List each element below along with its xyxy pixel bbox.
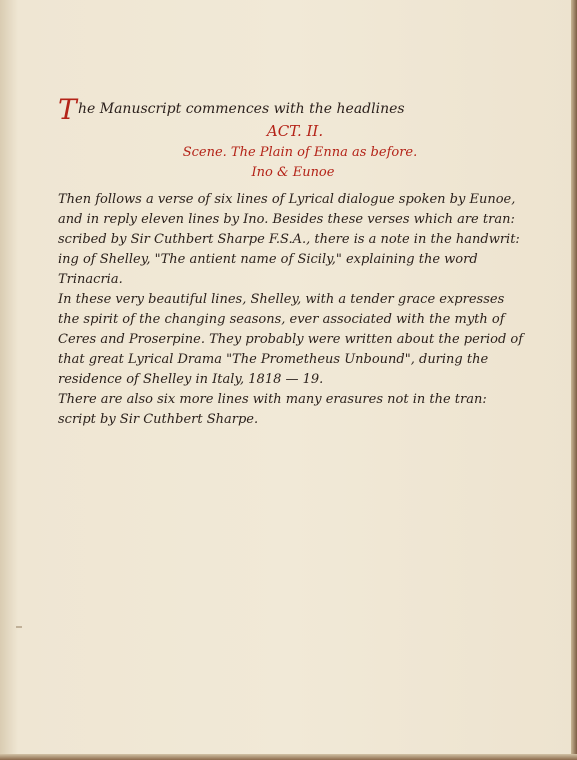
scene-heading: Scene. The Plain of Enna as before. bbox=[182, 145, 418, 160]
paragraph-1-line-5: Trinacria. bbox=[58, 272, 123, 287]
paragraph-3-line-2: script by Sir Cuthbert Sharpe. bbox=[58, 412, 259, 427]
page-mark bbox=[16, 626, 22, 628]
paragraph-1-line-2: and in reply eleven lines by Ino. Besides these verses which are tran: bbox=[58, 212, 515, 227]
paragraph-2-line-4: that great Lyrical Drama "The Prometheus Unbound", during the bbox=[58, 352, 489, 367]
dropcap-letter: T bbox=[58, 93, 77, 126]
paragraph-2-line-1: In these very beautiful lines, Shelley, with a tender grace expresses bbox=[58, 292, 505, 307]
intro-line: he Manuscript commences with the headlines bbox=[78, 101, 405, 117]
page-right-edge bbox=[571, 0, 577, 760]
body-text bbox=[58, 190, 526, 430]
paragraph-2-line-2: the spirit of the changing seasons, ever associated with the myth of bbox=[58, 312, 505, 327]
manuscript-content bbox=[58, 92, 526, 430]
paragraph-2-line-5: residence of Shelley in Italy, 1818 — 19. bbox=[58, 372, 324, 387]
act-heading: ACT. II. bbox=[266, 122, 324, 140]
persons-heading: Ino & Eunoe bbox=[251, 165, 335, 180]
paragraph-1-line-3: scribed by Sir Cuthbert Sharpe F.S.A., there is a note in the handwrit: bbox=[58, 232, 520, 247]
headline-row bbox=[58, 92, 526, 126]
page-bottom-edge bbox=[0, 754, 577, 760]
paragraph-1-line-4: ing of Shelley, "The antient name of Sicily," explaining the word bbox=[58, 252, 478, 267]
paragraph-1-line-1: Then follows a verse of six lines of Lyrical dialogue spoken by Eunoe, bbox=[58, 192, 516, 207]
paragraph-2-line-3: Ceres and Proserpine. They probably were written about the period of bbox=[58, 332, 524, 347]
paragraph-3-line-1: There are also six more lines with many erasures not in the tran: bbox=[58, 392, 487, 407]
